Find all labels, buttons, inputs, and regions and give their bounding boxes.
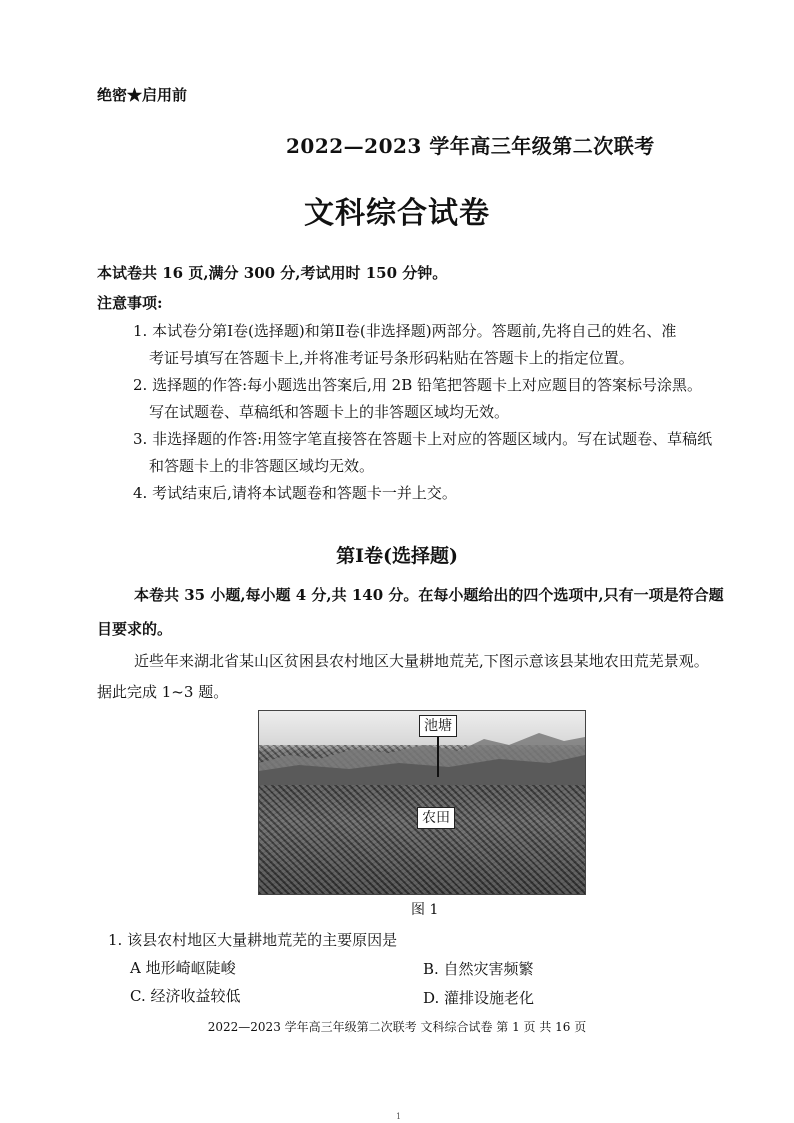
- notice-line: 2. 选择题的作答:每小题选出答案后,用 2B 铅笔把答题卡上对应题目的答案标号涂黑。: [133, 376, 703, 394]
- pond-pointer: [437, 737, 439, 777]
- exam-title: 2022—2023 学年高三年级第二次联考: [286, 134, 655, 158]
- section-title: 第Ⅰ卷(选择题): [336, 545, 458, 567]
- figure-caption: 图 1: [411, 902, 439, 918]
- farmland-figure: [258, 710, 586, 895]
- notice-line: 1. 本试卷分第Ⅰ卷(选择题)和第Ⅱ卷(非选择题)两部分。答题前,先将自己的姓名、准: [133, 322, 677, 340]
- notice-line: 和答题卡上的非答题区域均无效。: [149, 457, 375, 475]
- option-d: D. 灌排设施老化: [423, 989, 535, 1007]
- page-number: 1: [396, 1112, 402, 1121]
- section-intro-line: 目要求的。: [97, 620, 173, 638]
- option-a: A 地形崎岖陡峻: [130, 959, 236, 977]
- notice-line: 写在试题卷、草稿纸和答题卡上的非答题区域均无效。: [149, 403, 510, 421]
- passage-line: 据此完成 1~3 题。: [97, 683, 229, 701]
- option-c: C. 经济收益较低: [130, 987, 241, 1005]
- pond-label: 池塘: [419, 715, 457, 737]
- confidential-mark: 绝密★启用前: [97, 86, 188, 104]
- farmland-label: 农田: [417, 807, 455, 829]
- paper-title: 文科综合试卷: [304, 196, 490, 231]
- option-b: B. 自然灾害频繁: [423, 960, 534, 978]
- passage-line: 近些年来湖北省某山区贫困县农村地区大量耕地荒芜,下图示意该县某地农田荒芜景观。: [134, 652, 709, 670]
- notice-line: 考证号填写在答题卡上,并将准考证号条形码粘贴在答题卡上的指定位置。: [149, 349, 634, 367]
- paper-intro: 本试卷共 16 页,满分 300 分,考试用时 150 分钟。: [97, 264, 448, 282]
- question-stem: 1. 该县农村地区大量耕地荒芜的主要原因是: [108, 931, 398, 949]
- notice-heading: 注意事项:: [97, 294, 163, 312]
- section-intro-line: 本卷共 35 小题,每小题 4 分,共 140 分。在每小题给出的四个选项中,只有一项是符合题: [134, 586, 724, 604]
- notice-line: 3. 非选择题的作答:用签字笔直接答在答题卡上对应的答题区域内。写在试题卷、草稿纸: [133, 430, 713, 448]
- notice-line: 4. 考试结束后,请将本试题卷和答题卡一并上交。: [133, 484, 457, 502]
- page-footer: 2022—2023 学年高三年级第二次联考 文科综合试卷 第 1 页 共 16 页: [207, 1020, 587, 1034]
